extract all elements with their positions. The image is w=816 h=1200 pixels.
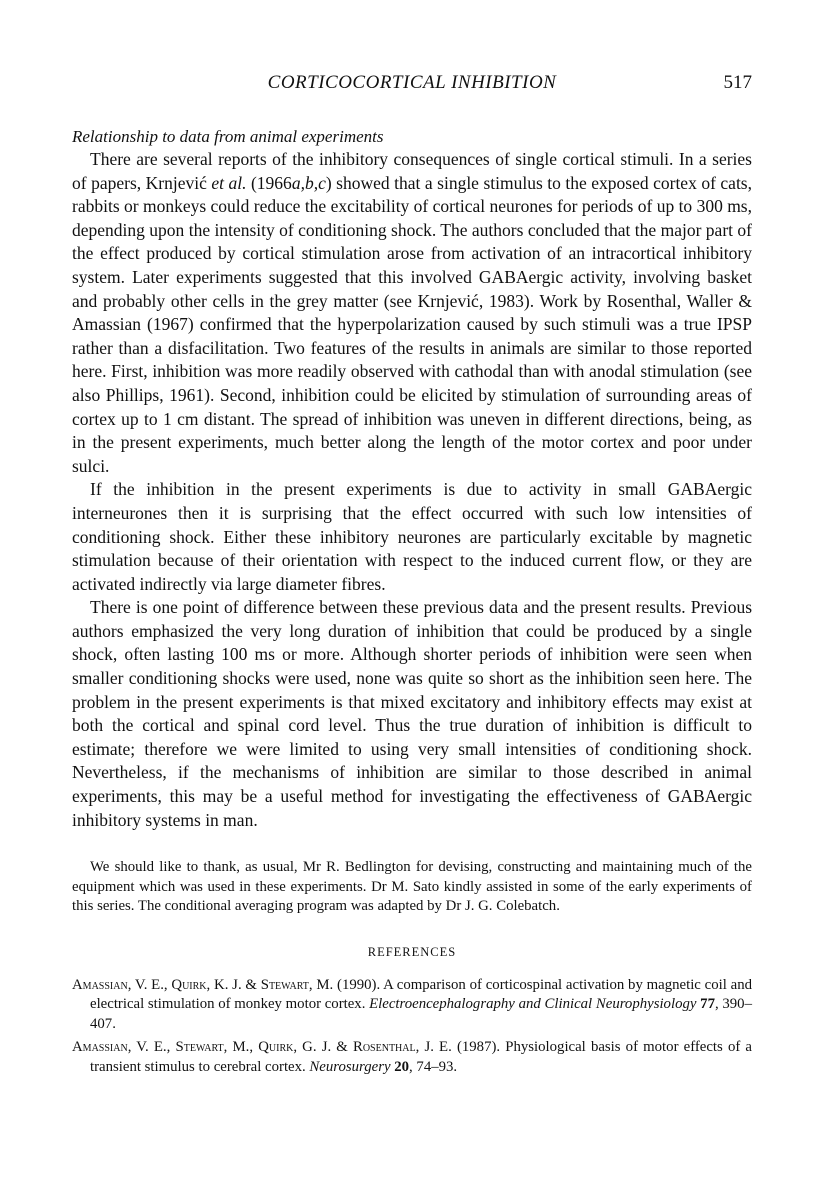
et-al: et al. (211, 172, 247, 193)
paragraph-2: If the inhibition in the present experiments is due to activity in small GABAergic interneurones then it is surprising that the effect occurred with such low intensities of conditioning shock. Either these inhibitory neurones are particularly excitable by magnetic stimulation because of their orientation with respect to the induced current flow, or they are activated indirectly via large diameter fibres. (72, 479, 752, 594)
running-header (72, 62, 752, 102)
reference-journal: Neurosurgery (309, 1058, 391, 1075)
reference-volume: 77 (700, 996, 715, 1013)
reference-volume: 20 (394, 1058, 410, 1075)
reference-pages: , 390–407. (90, 996, 752, 1032)
reference-item (72, 1038, 752, 1077)
reference-authors: Amassian, V. E., Quirk, K. J. & Stewart, M. (72, 976, 334, 993)
reference-title: (1990). A comparison of corticospinal activation by magnetic coil and electrical stimulation of monkey motor cortex. (90, 976, 752, 1013)
citation-letters: a,b,c (291, 172, 326, 193)
reference-authors: Amassian, V. E., Stewart, M., Quirk, G. J. & Rosenthal, J. E. (72, 1039, 452, 1056)
reference-title: (1987). Physiological basis of motor effects of a transient stimulus to cerebral cortex. (90, 1039, 752, 1075)
reference-item (72, 976, 752, 1035)
running-title: CORTICOCORTICAL INHIBITION (267, 72, 557, 93)
body-text (72, 148, 752, 832)
reference-journal: Electroencephalography and Clinical Neurophysiology (369, 996, 697, 1013)
reference-pages: , 74–93. (409, 1058, 458, 1075)
paragraph-1-text-b: (1966 (246, 172, 292, 193)
acknowledgement: We should like to thank, as usual, Mr R. Bedlington for devising, constructing and maintaining much of the equipment which was used in these experiments. Dr M. Sato kindly assisted in some of the early experiments of this series. The conditional averaging program was adapted by Dr J. G. Colebatch. (72, 859, 752, 915)
paragraph-1-text-a: There are several reports of the inhibitory consequences of single cortical stimuli. In a series of papers, Krnjević (72, 149, 752, 193)
page (72, 62, 752, 1081)
page-number: 517 (723, 72, 752, 93)
paragraph-3: There is one point of difference between these previous data and the present results. Previous authors emphasized the very long duration of inhibition that could be produced by a single shock, often lasting 100 ms or more. Although shorter periods of inhibition were seen when smaller conditioning shocks were used, none was quite so short as the inhibition seen here. The problem in the present experiments is that mixed excitatory and inhibitory effects may exist at both the cortical and spinal cord level. Thus the true duration of inhibition is difficult to estimate; therefore we were limited to using very small intensities of conditioning shock. Nevertheless, if the mechanisms of inhibition are similar to those described in animal experiments, this may be a useful method for investigating the effectiveness of GABAergic inhibitory systems in man. (72, 597, 752, 830)
reference-list (72, 976, 752, 1078)
paragraph-1 (72, 148, 752, 478)
references-heading: REFERENCES (367, 944, 457, 959)
section-heading: Relationship to data from animal experiments (72, 127, 384, 146)
paragraph-1-text-c: ) showed that a single stimulus to the exposed cortex of cats, rabbits or monkeys could reduce the excitability of cortical neurones for periods of up to 300 ms, depending upon the intensity of conditioning shock. The authors concluded that the major part of the effect produced by cortical stimulation arose from activation of an intracortical inhibitory system. Later experiments suggested that this involved GABAergic activity, involving basket and probably other cells in the grey matter (see Krnjević, 1983). Work by Rosenthal, Waller & Amassian (1967) confirmed that the hyperpolarization caused by such stimuli was a true IPSP rather than a disfacilitation. Two features of the results in animals are similar to those reported here. First, inhibition was more readily observed with cathodal than with anodal stimulation (see also Phillips, 1961). Second, inhibition could be elicited by stimulation of surrounding areas of cortex up to 1 cm distant. The spread of inhibition was uneven in different directions, being, as in the present experiments, much better along the length of the motor cortex and poor under sulci. (72, 172, 752, 476)
